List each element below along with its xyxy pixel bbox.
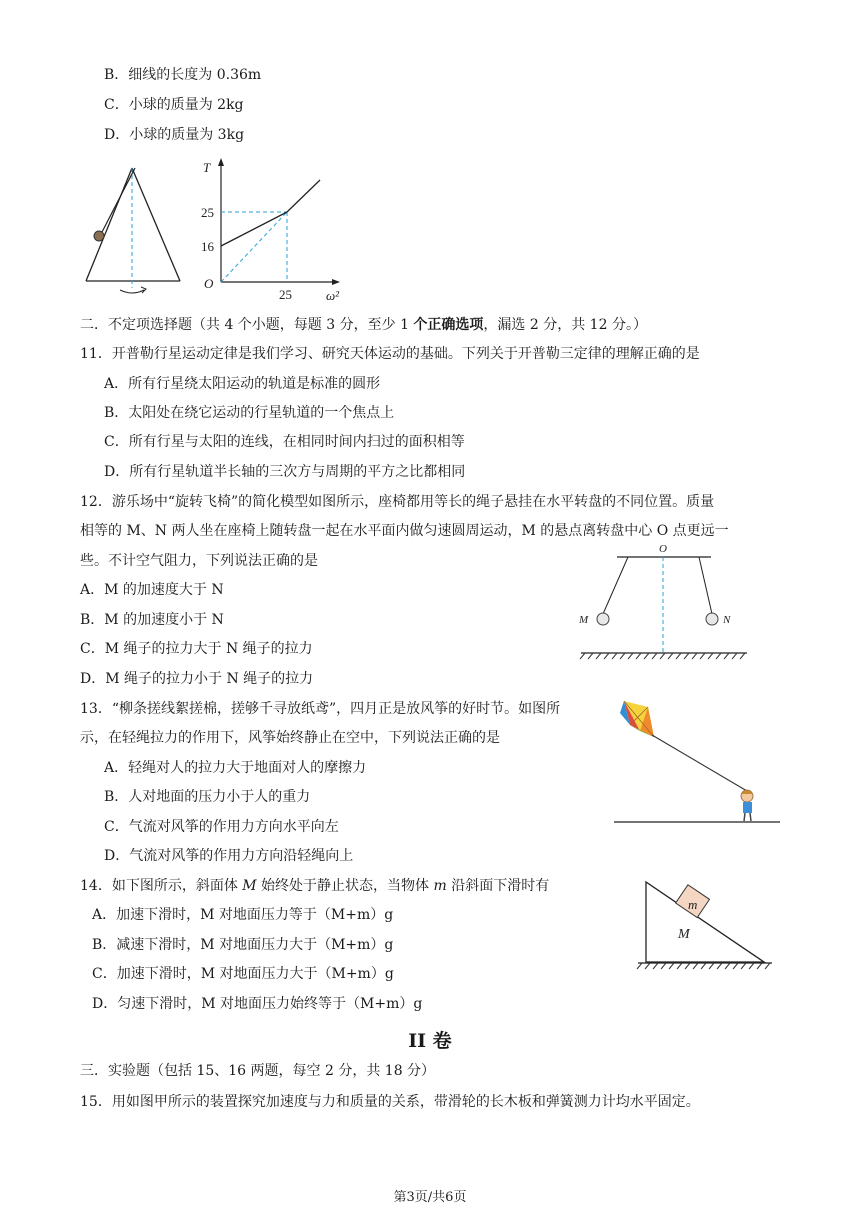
q11-option-a: A．所有行星绕太阳运动的轨道是标准的圆形 <box>104 376 381 392</box>
q12-stem-line3: 些。不计空气阻力，下列说法正确的是 <box>80 553 318 569</box>
q13-option-c: C．气流对风筝的作用力方向水平向左 <box>104 819 339 835</box>
t-omega-graph <box>196 154 346 304</box>
fig-label-o: O <box>659 543 667 555</box>
q10-option-c: C．小球的质量为 2kg <box>104 97 244 113</box>
q12-stem-line2: 相等的 M、N 两人坐在座椅上随转盘一起在水平面内做匀速圆周运动，M 的悬点离转盘中心 O 点更远一 <box>80 523 729 539</box>
conical-pendulum-figure <box>80 160 190 300</box>
q13-option-a: A．轻绳对人的拉力大于地面对人的摩擦力 <box>104 760 367 776</box>
section2-heading: 二．不定项选择题（共 4 个小题，每题 3 分，至少 1 个正确选项，漏选 2 分，共 12 分。） <box>80 317 647 333</box>
q11-option-b: B．太阳处在绕它运动的行星轨道的一个焦点上 <box>104 405 395 421</box>
q14-option-d: D．匀速下滑时，M 对地面压力始终等于（M+m）g <box>92 996 423 1012</box>
fig-label-big-m: M <box>678 927 690 942</box>
q11-stem: 11．开普勒行星运动定律是我们学习、研究天体运动的基础。下列关于开普勒三定律的理解正确的是 <box>80 346 700 362</box>
q12-option-d: D．M 绳子的拉力小于 N 绳子的拉力 <box>80 671 314 687</box>
q10-option-b: B．细线的长度为 0.36m <box>104 67 262 83</box>
kite-figure <box>612 695 782 830</box>
q15-stem: 15．用如图甲所示的装置探究加速度与力和质量的关系，带滑轮的长木板和弹簧测力计均水平固定。 <box>80 1094 700 1110</box>
q14-option-a: A．加速下滑时，M 对地面压力等于（M+m）g <box>92 907 394 923</box>
graph-x-tick-25: 25 <box>279 287 292 302</box>
q13-option-b: B．人对地面的压力小于人的重力 <box>104 789 311 805</box>
q12-stem-line1: 12．游乐场中“旋转飞椅”的简化模型如图所示，座椅都用等长的绳子悬挂在水平转盘的不同位置。质量 <box>80 494 715 510</box>
incline-figure <box>636 876 786 974</box>
q13-stem-line2: 示，在轻绳拉力的作用下，风筝始终静止在空中，下列说法正确的是 <box>80 730 500 746</box>
q14-option-b: B．减速下滑时，M 对地面压力大于（M+m）g <box>92 937 394 953</box>
section3-heading: 三．实验题（包括 15、16 两题，每空 2 分，共 18 分） <box>80 1063 436 1079</box>
q13-stem-line1: 13．“柳条搓线絮搓棉，搓够千寻放纸鸢”，四月正是放风筝的好时节。如图所 <box>80 701 561 717</box>
fig-label-n: N <box>723 614 731 626</box>
fig-label-m: M <box>579 614 589 626</box>
q10-option-d: D．小球的质量为 3kg <box>104 127 245 143</box>
q14-stem: 14．如下图所示，斜面体 M 始终处于静止状态，当物体 m 沿斜面下滑时有 <box>80 878 550 894</box>
q12-option-b: B．M 的加速度小于 N <box>80 612 224 628</box>
q11-option-d: D．所有行星轨道半长轴的三次方与周期的平方之比都相同 <box>104 464 466 480</box>
graph-origin-label: O <box>204 276 214 291</box>
graph-y-axis-label: T <box>203 160 211 175</box>
q13-option-d: D．气流对风筝的作用力方向沿轻绳向上 <box>104 848 354 864</box>
graph-y-tick-16: 16 <box>201 239 214 254</box>
q12-option-a: A．M 的加速度大于 N <box>80 582 224 598</box>
q12-option-c: C．M 绳子的拉力大于 N 绳子的拉力 <box>80 641 313 657</box>
graph-y-tick-25: 25 <box>201 205 214 220</box>
q14-option-c: C．加速下滑时，M 对地面压力大于（M+m）g <box>92 966 394 982</box>
part2-heading: II 卷 <box>408 1030 452 1052</box>
rotating-chairs-figure <box>575 540 775 665</box>
q11-option-c: C．所有行星与太阳的连线，在相同时间内扫过的面积相等 <box>104 434 465 450</box>
fig-label-small-m: m <box>688 897 698 912</box>
page-footer: 第3页/共6页 <box>393 1190 467 1205</box>
graph-x-axis-label: ω² <box>326 288 340 303</box>
